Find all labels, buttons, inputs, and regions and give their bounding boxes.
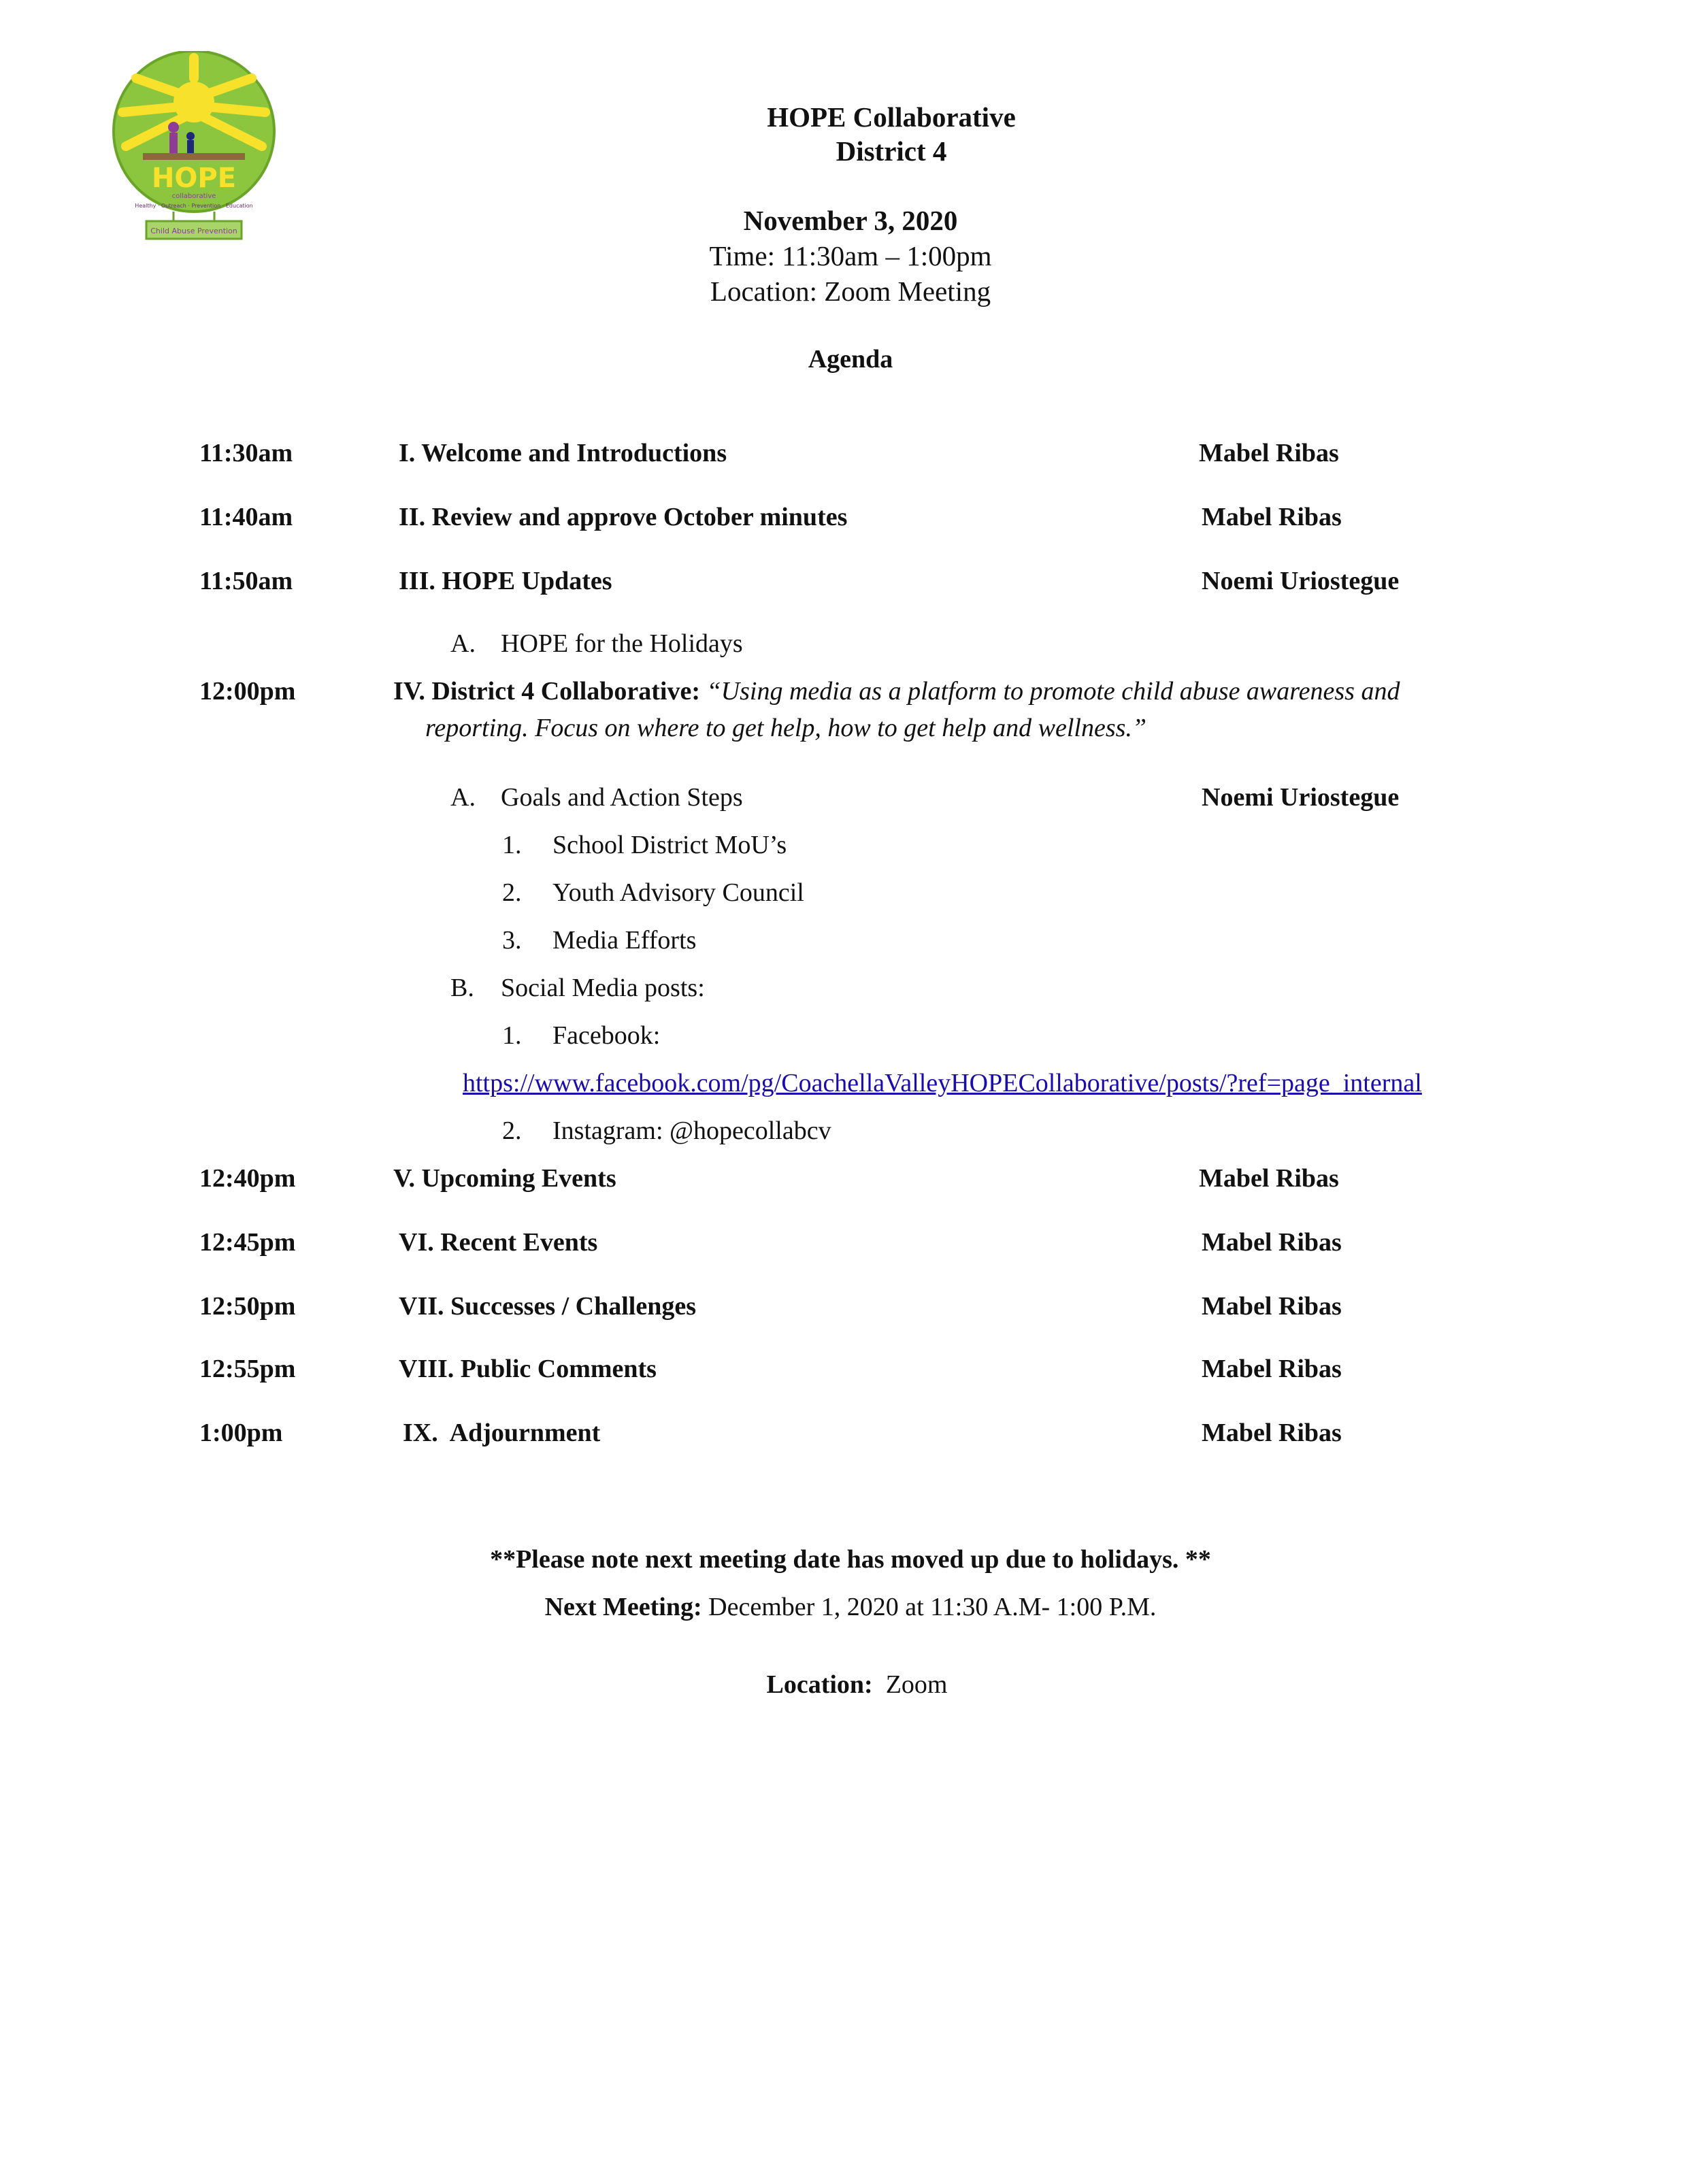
item-time: 1:00pm	[199, 1419, 283, 1447]
item-presenter: Mabel Ribas	[1199, 439, 1339, 467]
item-title: II. Review and approve October minutes	[399, 503, 848, 531]
item-presenter: Mabel Ribas	[1202, 503, 1342, 531]
item-title: V. Upcoming Events	[393, 1164, 616, 1193]
item-time: 12:50pm	[199, 1292, 296, 1321]
item-time: 12:00pm	[199, 677, 296, 706]
item-time: 12:55pm	[199, 1355, 296, 1383]
item-description-cont: reporting. Focus on where to get help, how to get help and wellness.”	[425, 714, 1147, 742]
item-presenter: Mabel Ribas	[1202, 1292, 1342, 1321]
svg-text:collaborative: collaborative	[171, 193, 216, 200]
meeting-date: November 3, 2020	[743, 205, 958, 236]
item-time: 11:30am	[199, 439, 293, 467]
next-location: Location: Zoom	[766, 1670, 948, 1699]
sub-item: A. Goals and Action Steps	[450, 783, 743, 812]
sub-step: 1. Facebook:	[502, 1021, 661, 1050]
item-presenter: Mabel Ribas	[1202, 1355, 1342, 1383]
item-title: III. HOPE Updates	[399, 567, 612, 595]
item-time: 11:50am	[199, 567, 293, 595]
svg-text:Child Abuse Prevention: Child Abuse Prevention	[150, 227, 237, 235]
sub-step: 1. School District MoU’s	[502, 831, 787, 859]
item-title: VII. Successes / Challenges	[399, 1292, 697, 1321]
item-presenter: Mabel Ribas	[1202, 1228, 1342, 1257]
item-time: 12:40pm	[199, 1164, 296, 1193]
meeting-location: Location: Zoom Meeting	[710, 276, 991, 307]
sub-step: 3. Media Efforts	[502, 926, 697, 955]
meeting-time: Time: 11:30am – 1:00pm	[709, 240, 992, 271]
sub-item: A. HOPE for the Holidays	[450, 629, 743, 658]
svg-text:Healthy · Outreach · Preventio: Healthy · Outreach · Prevention · Education	[135, 203, 253, 209]
item-presenter: Mabel Ribas	[1199, 1164, 1339, 1193]
item-title: IV. District 4 Collaborative: “Using media as a platform to promote child abuse awareness and	[393, 677, 1400, 706]
sub-step: 2. Instagram: @hopecollabcv	[502, 1116, 831, 1145]
agenda-heading: Agenda	[808, 345, 893, 374]
item-time: 12:45pm	[199, 1228, 296, 1257]
item-presenter: Mabel Ribas	[1202, 1419, 1342, 1447]
next-meeting: Next Meeting: December 1, 2020 at 11:30 A.M- 1:00 P.M.	[544, 1593, 1157, 1621]
item-title: VIII. Public Comments	[399, 1355, 657, 1383]
item-presenter: Noemi Uriostegue	[1202, 783, 1400, 812]
item-description: “Using media as a platform to promote child abuse awareness and	[706, 677, 1400, 706]
sub-step: 2. Youth Advisory Council	[502, 878, 804, 907]
item-title: I. Welcome and Introductions	[399, 439, 727, 467]
sub-item: B. Social Media posts:	[450, 974, 705, 1002]
org-title: HOPE Collaborative	[767, 101, 1016, 133]
item-presenter: Noemi Uriostegue	[1202, 567, 1400, 595]
facebook-link[interactable]: https://www.facebook.com/pg/CoachellaValleyHOPECollaborative/posts/?ref=page_internal	[463, 1069, 1422, 1097]
holiday-note: **Please note next meeting date has moved up due to holidays. **	[490, 1545, 1211, 1574]
item-time: 11:40am	[199, 503, 293, 531]
district-title: District 4	[836, 135, 947, 167]
svg-text:HOPE: HOPE	[151, 163, 237, 194]
item-title: IX. Adjournment	[403, 1419, 601, 1447]
item-title: VI. Recent Events	[399, 1228, 598, 1257]
